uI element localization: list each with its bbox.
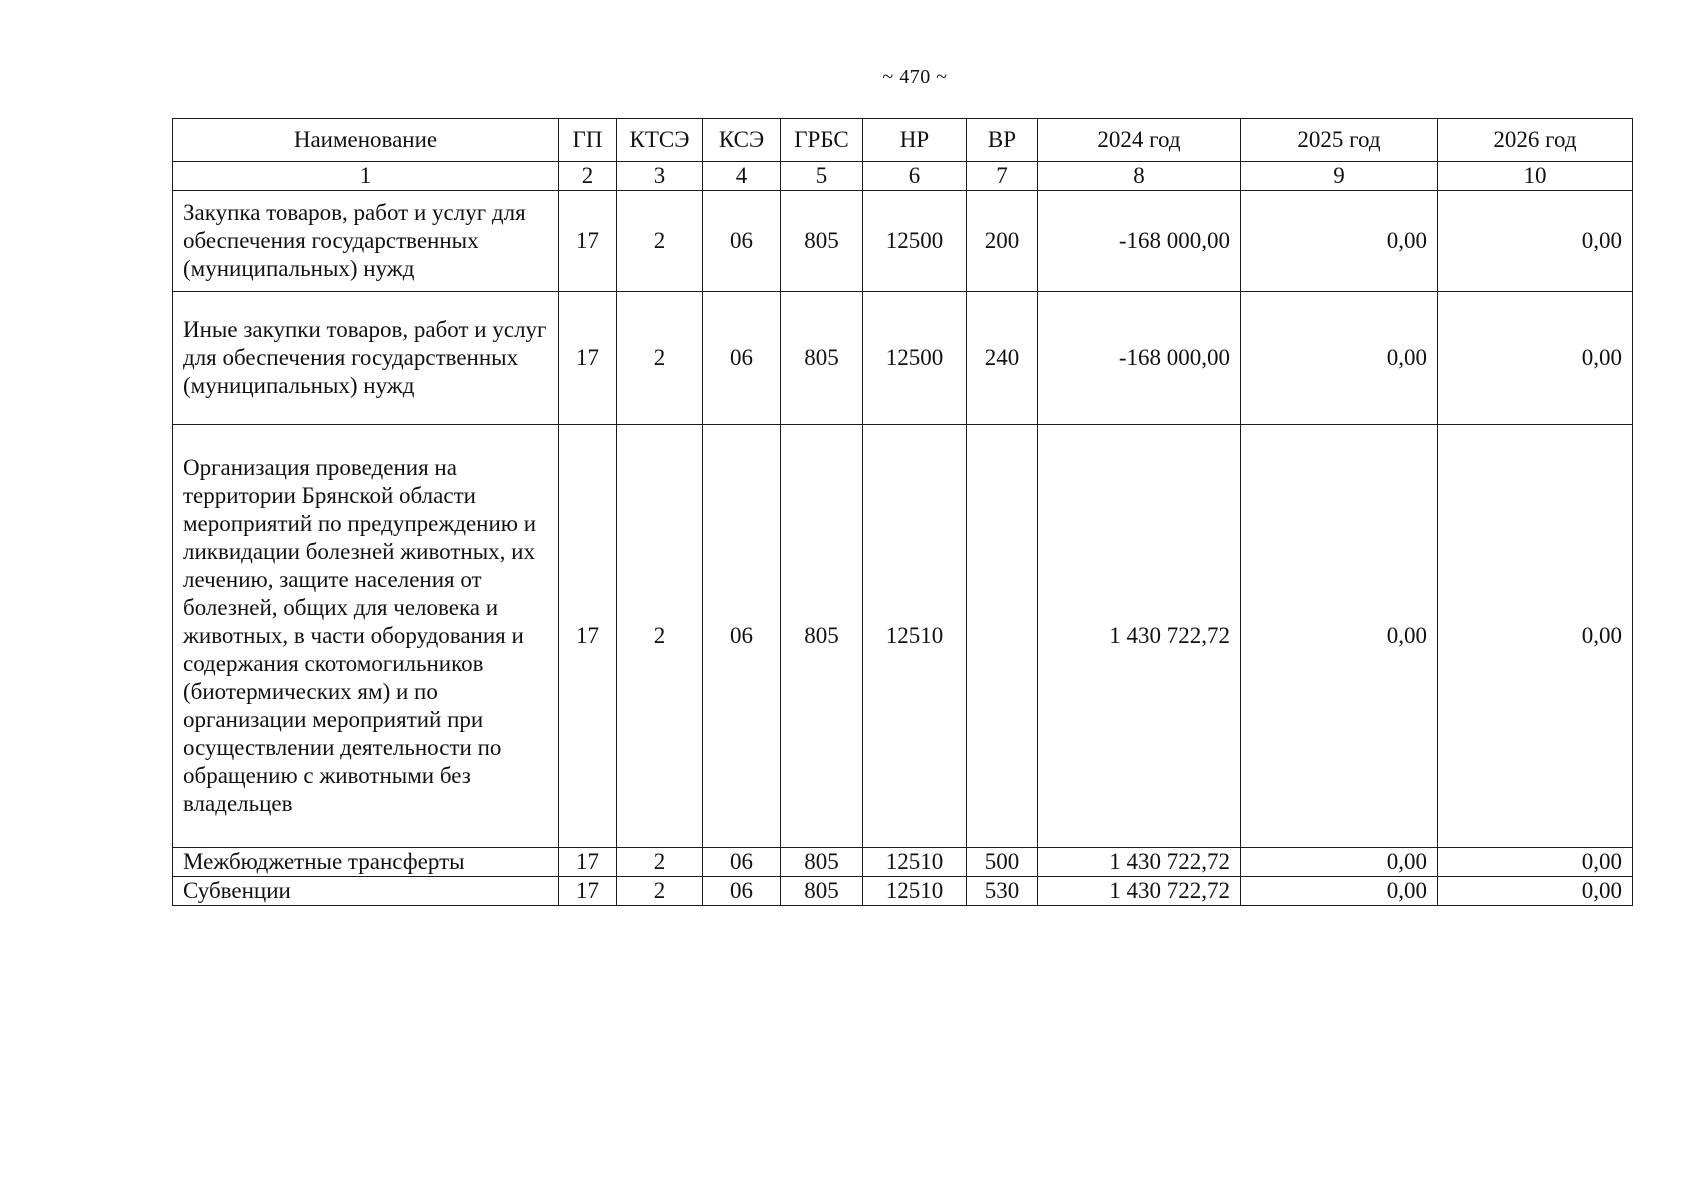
cell-nr: 12510 — [863, 848, 967, 877]
cell-gp: 17 — [559, 191, 617, 292]
cell-nr: 12510 — [863, 877, 967, 906]
cell-2025: 0,00 — [1241, 877, 1438, 906]
header-nr: НР — [863, 119, 967, 162]
table-row — [173, 191, 1633, 292]
header-row — [173, 119, 1633, 162]
cell-grbs: 805 — [781, 425, 863, 848]
cell-vr: 500 — [967, 848, 1038, 877]
budget-table — [172, 118, 1633, 906]
column-number: 10 — [1438, 162, 1633, 191]
cell-kse: 06 — [703, 848, 781, 877]
column-number: 3 — [617, 162, 703, 191]
cell-2024: 1 430 722,72 — [1038, 848, 1241, 877]
header-2024: 2024 год — [1038, 119, 1241, 162]
column-number-row — [173, 162, 1633, 191]
cell-2025: 0,00 — [1241, 191, 1438, 292]
table-row — [173, 848, 1633, 877]
cell-2025: 0,00 — [1241, 848, 1438, 877]
cell-kse: 06 — [703, 425, 781, 848]
header-2025: 2025 год — [1241, 119, 1438, 162]
cell-kse: 06 — [703, 292, 781, 425]
table-row — [173, 292, 1633, 425]
cell-vr — [967, 425, 1038, 848]
cell-2024: 1 430 722,72 — [1038, 877, 1241, 906]
cell-grbs: 805 — [781, 191, 863, 292]
cell-2026: 0,00 — [1438, 191, 1633, 292]
cell-ktse: 2 — [617, 425, 703, 848]
column-number: 9 — [1241, 162, 1438, 191]
cell-grbs: 805 — [781, 848, 863, 877]
cell-vr: 200 — [967, 191, 1038, 292]
table-row — [173, 425, 1633, 848]
column-number: 8 — [1038, 162, 1241, 191]
cell-2024: -168 000,00 — [1038, 292, 1241, 425]
cell-2026: 0,00 — [1438, 848, 1633, 877]
table-row — [173, 877, 1633, 906]
cell-kse: 06 — [703, 877, 781, 906]
cell-grbs: 805 — [781, 877, 863, 906]
cell-gp: 17 — [559, 877, 617, 906]
header-gp: ГП — [559, 119, 617, 162]
page-number: ~ 470 ~ — [882, 66, 948, 88]
cell-2024: 1 430 722,72 — [1038, 425, 1241, 848]
row-name: Закупка товаров, работ и услуг для обеспечения государственных (муниципальных) нужд — [173, 191, 559, 292]
cell-vr: 240 — [967, 292, 1038, 425]
column-number: 1 — [173, 162, 559, 191]
row-name: Организация проведения на территории Брянской области мероприятий по предупреждению и ликвидации болезней животных, их лечению, защите населения от болезней, общих для человека и животных, в части оборудования и содержания скотомогильников (биотермических ям) и по организации мероприятий при осуществлении деятельности по обращению с животными без владельцев — [173, 425, 559, 848]
header-vr: ВР — [967, 119, 1038, 162]
row-name: Субвенции — [173, 877, 559, 906]
cell-ktse: 2 — [617, 292, 703, 425]
column-number: 5 — [781, 162, 863, 191]
header-kse: КСЭ — [703, 119, 781, 162]
cell-2025: 0,00 — [1241, 292, 1438, 425]
cell-2026: 0,00 — [1438, 877, 1633, 906]
cell-gp: 17 — [559, 425, 617, 848]
table-header — [173, 119, 1633, 191]
cell-ktse: 2 — [617, 848, 703, 877]
column-number: 6 — [863, 162, 967, 191]
cell-2026: 0,00 — [1438, 425, 1633, 848]
header-ktse: КТСЭ — [617, 119, 703, 162]
cell-kse: 06 — [703, 191, 781, 292]
row-name: Иные закупки товаров, работ и услуг для обеспечения государственных (муниципальных) нужд — [173, 292, 559, 425]
cell-2026: 0,00 — [1438, 292, 1633, 425]
cell-nr: 12510 — [863, 425, 967, 848]
cell-nr: 12500 — [863, 292, 967, 425]
header-2026: 2026 год — [1438, 119, 1633, 162]
cell-gp: 17 — [559, 292, 617, 425]
cell-ktse: 2 — [617, 191, 703, 292]
cell-2024: -168 000,00 — [1038, 191, 1241, 292]
column-number: 4 — [703, 162, 781, 191]
cell-nr: 12500 — [863, 191, 967, 292]
cell-ktse: 2 — [617, 877, 703, 906]
cell-grbs: 805 — [781, 292, 863, 425]
cell-gp: 17 — [559, 848, 617, 877]
cell-2025: 0,00 — [1241, 425, 1438, 848]
header-name: Наименование — [173, 119, 559, 162]
cell-vr: 530 — [967, 877, 1038, 906]
table-body — [173, 191, 1633, 906]
column-number: 7 — [967, 162, 1038, 191]
header-grbs: ГРБС — [781, 119, 863, 162]
row-name: Межбюджетные трансферты — [173, 848, 559, 877]
column-number: 2 — [559, 162, 617, 191]
